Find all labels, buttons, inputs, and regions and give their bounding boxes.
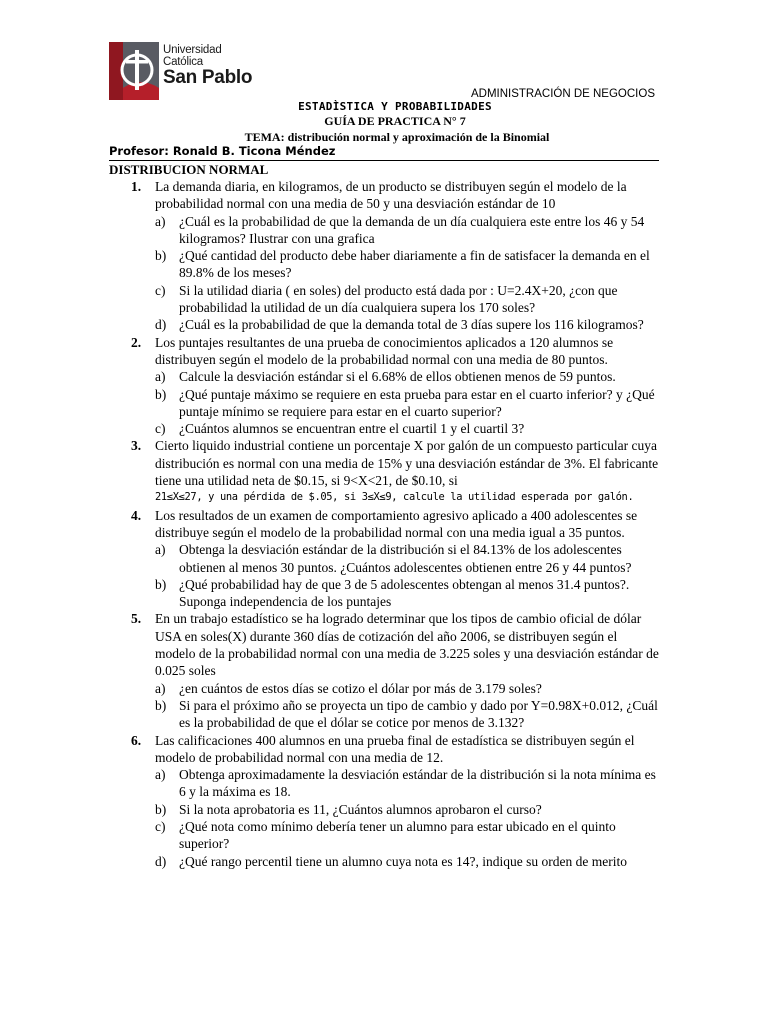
item-text: ¿Cuál es la probabilidad de que la demanda de un día cualquiera este entre los 46 y 54 kilogramos? Ilustrar con una grafica [179, 213, 645, 246]
problem-number: 1. [131, 179, 142, 194]
topic-title: TEMA: distribución normal y aproximación de la Binomial [244, 130, 550, 144]
problem-number: 2. [131, 334, 142, 350]
item-text: Obtenga la desviación estándar de la distribución si el 84.13% de los adolescentes obtienen al menos 30 puntos. ¿Cuántos adolescentes obtienen entre 26 y 44 puntos? [179, 542, 632, 575]
list-item [155, 213, 659, 248]
item-letter: c) [155, 421, 166, 437]
problem-2 [109, 334, 659, 438]
list-item [155, 282, 659, 317]
list-item [155, 697, 659, 732]
problem-text-continuation: 21≤X≤27, y una pérdida de $.05, si 3≤X≤9, calcule la utilidad esperada por galón. [155, 491, 634, 504]
item-letter: a) [155, 767, 166, 783]
item-letter: a) [155, 680, 166, 696]
problem-list [109, 178, 659, 870]
problem-1 [109, 178, 659, 334]
problem-text: Las calificaciones 400 alumnos en una prueba final de estadística se distribuyen según el modelo de probabilidad normal con una media de 12. [155, 732, 635, 765]
item-text: ¿Cuál es la probabilidad de que la demanda total de 3 días supere los 116 kilogramos? [179, 317, 644, 333]
list-item [155, 818, 659, 853]
problem-text: Los resultados de un examen de comportamiento agresivo aplicado a 400 adolescentes se distribuye según el modelo de la probabilidad normal con una media igual a 35 puntos. [155, 507, 638, 540]
header-divider [109, 160, 659, 161]
item-letter: b) [155, 386, 167, 402]
item-text: ¿Qué puntaje máximo se requiere en esta prueba para estar en el cuarto inferior? y ¿Qué puntaje mínimo se requiere para estar en el cuarto superior? [179, 386, 655, 419]
list-item [155, 680, 659, 697]
problem-number: 3. [131, 438, 142, 454]
list-item [155, 853, 659, 870]
item-letter: c) [155, 282, 166, 298]
item-text: ¿Qué rango percentil tiene un alumno cuya nota es 14?, indique su orden de merito [179, 853, 627, 869]
item-letter: b) [155, 801, 167, 817]
problem-3 [109, 437, 659, 506]
item-letter: b) [155, 576, 167, 592]
problem-4 [109, 507, 659, 611]
list-item [155, 766, 659, 801]
problem-number: 5. [131, 611, 142, 627]
item-letter: a) [155, 213, 166, 229]
item-letter: c) [155, 818, 166, 834]
problem-5 [109, 610, 659, 731]
item-text: ¿Cuántos alumnos se encuentran entre el cuartil 1 y el cuartil 3? [179, 421, 525, 437]
problem-text: La demanda diaria, en kilogramos, de un producto se distribuyen según el modelo de la probabilidad normal con una media de 50 y una desviación estándar de 10 [155, 179, 627, 212]
item-text: ¿Qué nota como mínimo debería tener un alumno para estar ubicado en el quinto superior? [179, 818, 616, 852]
item-text: Obtenga aproximadamente la desviación estándar de la distribución si la nota mínima es 6 y la máxima es 18. [179, 767, 656, 800]
item-letter: b) [155, 697, 167, 713]
guide-title: GUÍA DE PRACTICA N° 7 [324, 114, 466, 128]
problem-number: 4. [131, 507, 142, 523]
list-item [155, 541, 659, 576]
section-title: DISTRIBUCION NORMAL [109, 162, 269, 177]
item-text: Si la nota aprobatoria es 11, ¿Cuántos alumnos aprobaron el curso? [179, 801, 542, 817]
problem-text: Los puntajes resultantes de una prueba de conocimientos aplicados a 120 alumnos se distribuyen según el modelo de la probabilidad normal con una media de 80 puntos. [155, 334, 614, 367]
logo-university-line: Universidad Católica [163, 44, 222, 68]
item-text: ¿Qué probabilidad hay de que 3 de 5 adolescentes obtengan al menos 31.4 puntos?. Suponga independencia de los puntajes [179, 576, 630, 610]
department-label: ADMINISTRACIÓN DE NEGOCIOS [470, 88, 655, 100]
item-letter: d) [155, 853, 167, 869]
problem-6 [109, 732, 659, 870]
item-text: Si para el próximo año se proyecta un tipo de cambio y dado por Y=0.98X+0.012, ¿Cuál es la probabilidad de que el dólar se cotice por menos de 3.132? [179, 697, 658, 731]
item-letter: b) [155, 248, 167, 264]
problem-text: En un trabajo estadístico se ha logrado determinar que los tipos de cambio oficial de dólar USA en soles(X) durante 360 días de cotización del año 2006, se distribuyen según el modelo de la probabilidad normal con una media de 3.225 soles y una desviación estándar de 0.025 soles [155, 611, 659, 679]
list-item [155, 576, 659, 611]
list-item [155, 316, 659, 333]
list-item [155, 368, 659, 385]
item-letter: d) [155, 317, 167, 333]
item-text: ¿Qué cantidad del producto debe haber diariamente a fin de satisfacer la demanda en el 89.8% de los meses? [179, 248, 650, 281]
list-item [155, 247, 659, 282]
problem-number: 6. [131, 732, 142, 748]
item-letter: a) [155, 369, 166, 385]
course-title: ESTADÌSTICA Y PROBABILIDADES [298, 100, 492, 113]
logo-name-line: San Pablo [163, 67, 253, 88]
professor-name: Profesor: Ronald B. Ticona Méndez [109, 144, 336, 158]
problem-text: Cierto liquido industrial contiene un porcentaje X por galón de un compuesto particular cuya distribución es normal con una media de 15% y una desviación estándar de 3%. El fabricante tiene una utilidad neta de $0.15, si 9<X<21, de $0.10, si [155, 438, 659, 489]
list-item [155, 420, 659, 437]
item-text: Calcule la desviación estándar si el 6.68% de ellos obtienen menos de 59 puntos. [179, 369, 616, 385]
list-item [155, 801, 659, 818]
item-letter: a) [155, 542, 166, 558]
item-text: Si la utilidad diaria ( en soles) del producto está dada por : U=2.4X+20, ¿con que probabilidad la utilidad de un día cualquiera supera los 170 soles? [179, 282, 618, 316]
list-item [155, 386, 659, 421]
item-text: ¿en cuántos de estos días se cotizo el dólar por más de 3.179 soles? [179, 680, 542, 696]
